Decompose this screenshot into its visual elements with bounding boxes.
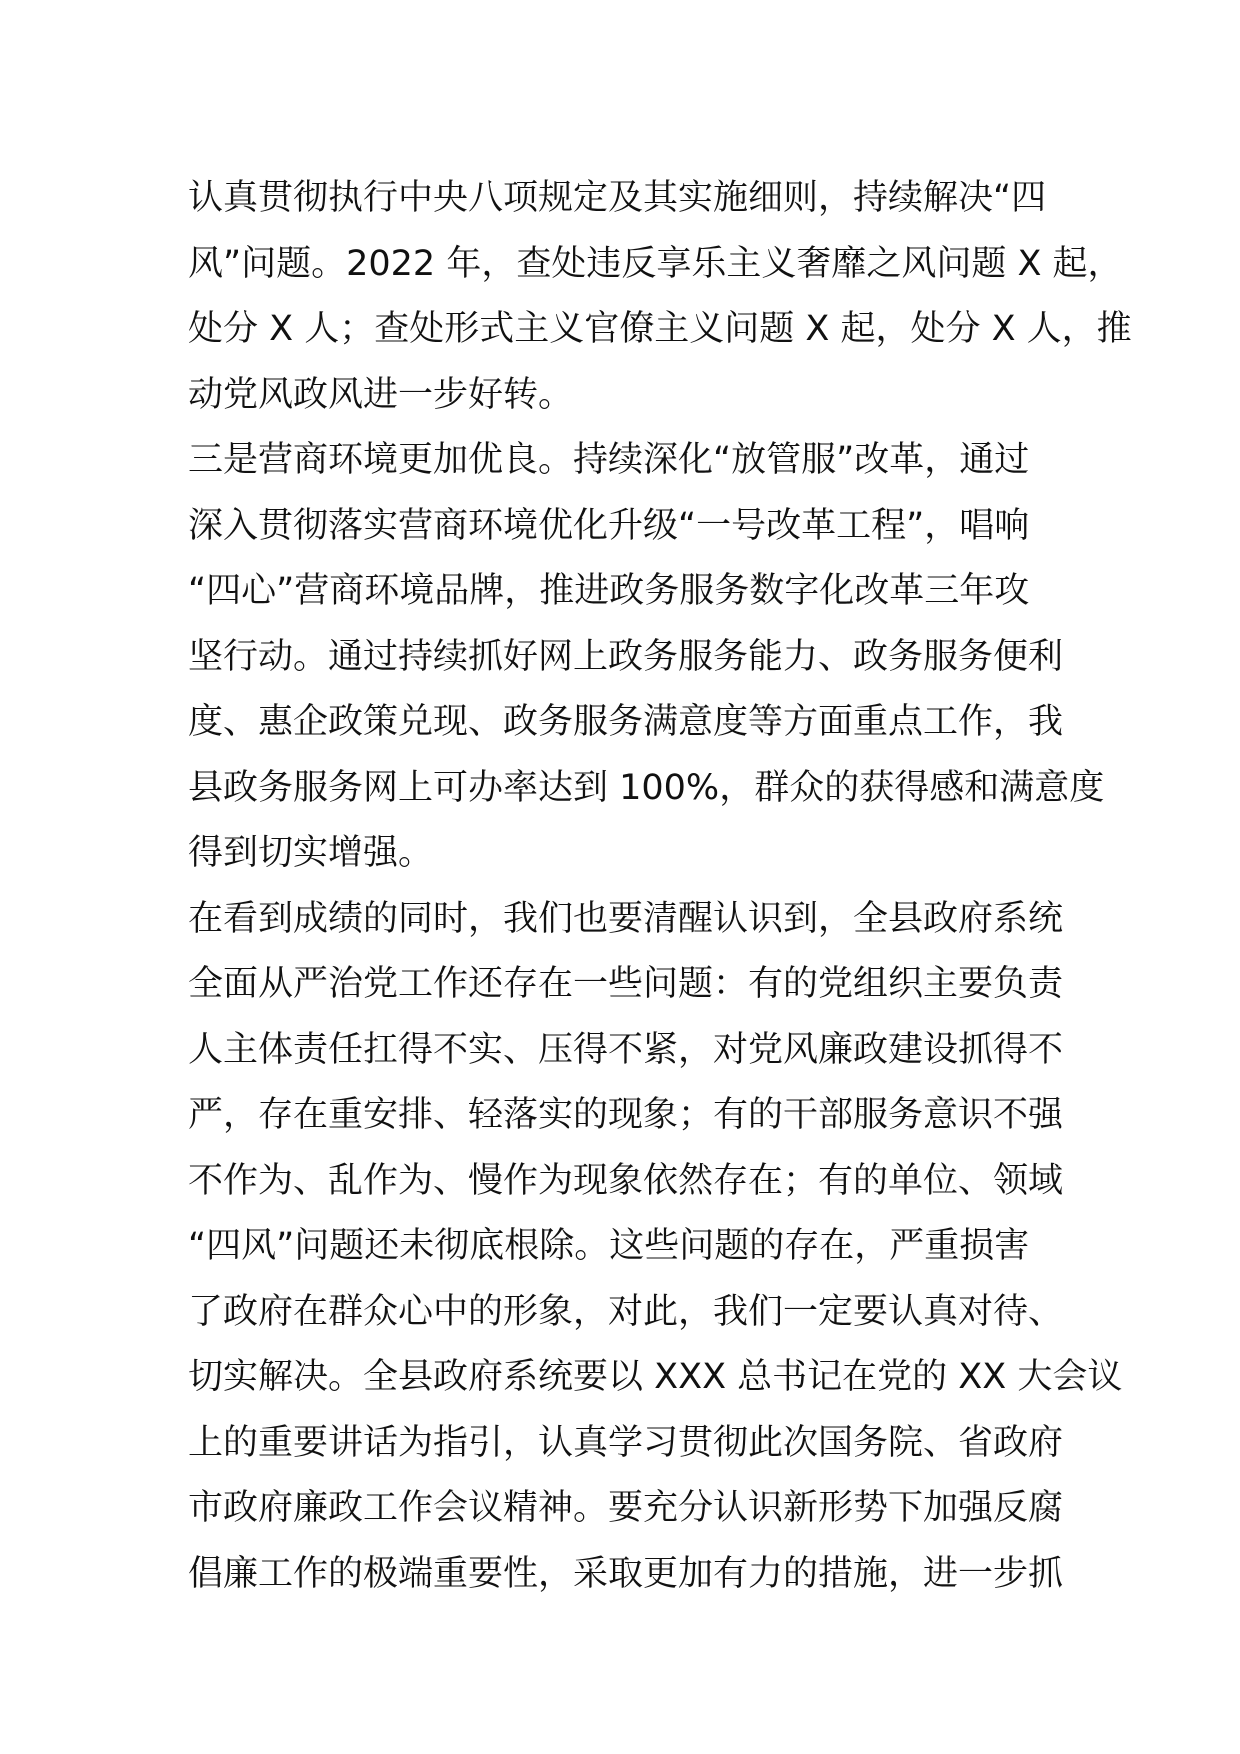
text-line: 认真贯彻执行中央八项规定及其实施细则，持续解决“四: [188, 178, 1047, 218]
text-line: 切实解决。全县政府系统要以 XXX 总书记在党的 XX 大会议: [188, 1357, 1123, 1397]
text-line: 全面从严治党工作还存在一些问题：有的党组织主要负责: [188, 964, 1064, 1004]
text-line: 得到切实增强。: [188, 833, 434, 873]
text-line: 倡廉工作的极端重要性，采取更加有力的措施，进一步抓: [188, 1553, 1064, 1594]
text-line: 县政务服务网上可办率达到 100%，群众的获得感和满意度: [188, 767, 1105, 808]
text-line: 上的重要讲话为指引，认真学习贯彻此次国务院、省政府: [188, 1422, 1064, 1463]
text-line: 深入贯彻落实营商环境优化升级“一号改革工程”，唱响: [188, 505, 1030, 546]
text-line: 三是营商环境更加优良。持续深化“放管服”改革，通过: [188, 440, 1030, 480]
text-line: 不作为、乱作为、慢作为现象依然存在；有的单位、领域: [188, 1160, 1064, 1201]
text-line: 人主体责任扛得不实、压得不紧，对党风廉政建设抓得不: [188, 1029, 1064, 1070]
document-body: [188, 166, 1132, 1607]
text-line: 了政府在群众心中的形象，对此，我们一定要认真对待、: [188, 1291, 1064, 1332]
text-line: 动党风政风进一步好转。: [188, 374, 574, 415]
text-line: “四心”营商环境品牌，推进政务服务数字化改革三年攻: [188, 571, 1030, 611]
text-line: 市政府廉政工作会议精神。要充分认识新形势下加强反腐: [188, 1488, 1064, 1528]
text-line: 严，存在重安排、轻落实的现象；有的干部服务意识不强: [188, 1095, 1064, 1135]
text-line: “四风”问题还未彻底根除。这些问题的存在，严重损害: [188, 1226, 1030, 1266]
text-line: 在看到成绩的同时，我们也要清醒认识到，全县政府系统: [188, 898, 1064, 939]
text-line: 风”问题。2022 年，查处违反享乐主义奢靡之风问题 X 起，: [188, 243, 1123, 284]
text-line: 处分 X 人；查处形式主义官僚主义问题 X 起，处分 X 人，推: [188, 309, 1132, 349]
text-line: 坚行动。通过持续抓好网上政务服务能力、政务服务便利: [188, 636, 1064, 677]
text-line: 度、惠企政策兑现、政务服务满意度等方面重点工作，我: [188, 702, 1064, 742]
